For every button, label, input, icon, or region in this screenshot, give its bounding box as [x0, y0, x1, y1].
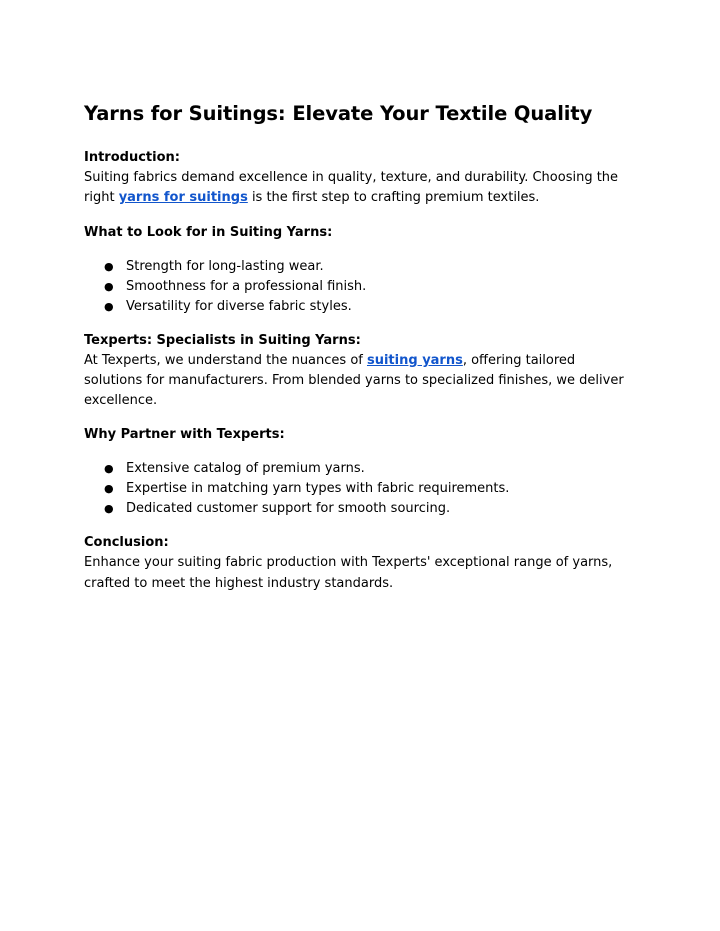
list-item-text: Versatility for diverse fabric styles. — [126, 298, 352, 314]
list-item — [84, 277, 636, 297]
introduction-heading: Introduction: — [84, 150, 180, 165]
page-title: Yarns for Suitings: Elevate Your Textile Quality — [84, 102, 593, 125]
list-item — [84, 297, 636, 317]
conclusion-paragraph: Enhance your suiting fabric production with Texperts' exceptional range of yarns, crafted to meet the highest industry standards. — [84, 555, 613, 591]
look-for-heading: What to Look for in Suiting Yarns: — [84, 224, 333, 240]
why-partner-heading: Why Partner with Texperts: — [84, 427, 285, 443]
conclusion-heading: Conclusion: — [84, 535, 169, 551]
list-item — [84, 479, 636, 499]
bullet-icon: ● — [104, 482, 114, 496]
texperts-section — [84, 331, 636, 412]
introduction-section — [84, 148, 636, 209]
texperts-paragraph — [84, 351, 636, 412]
why-partner-list — [84, 459, 636, 519]
bullet-icon: ● — [104, 279, 114, 293]
texperts-text-after: , offering tailored solutions for manufacturers. From blended yarns to specialized finishes, we deliver excellence. — [84, 352, 624, 409]
yarns-for-suitings-link[interactable]: yarns for suitings — [118, 190, 248, 206]
look-for-list — [84, 257, 636, 317]
bullet-icon: ● — [104, 259, 114, 273]
list-item-text: Strength for long-lasting wear. — [126, 258, 324, 274]
introduction-text-after: is the first step to crafting premium textiles. — [247, 190, 540, 206]
list-item — [84, 257, 636, 277]
list-item-text: Smoothness for a professional finish. — [126, 278, 367, 294]
bullet-icon: ● — [104, 462, 114, 476]
list-item-text: Extensive catalog of premium yarns. — [126, 461, 365, 477]
texperts-text-before: At Texperts, we understand the nuances of — [84, 352, 367, 368]
look-for-section — [84, 223, 636, 317]
list-item-text: Expertise in matching yarn types with fabric requirements. — [126, 481, 510, 497]
introduction-paragraph — [84, 168, 636, 209]
texperts-heading: Texperts: Specialists in Suiting Yarns: — [84, 332, 361, 348]
introduction-text-before: Suiting fabrics demand excellence in quality, texture, and durability. Choosing the right — [84, 170, 619, 206]
list-item — [84, 499, 636, 519]
suiting-yarns-link[interactable]: suiting yarns — [366, 352, 463, 368]
bullet-icon: ● — [104, 502, 114, 516]
list-item-text: Dedicated customer support for smooth sourcing. — [126, 501, 451, 517]
why-partner-section — [84, 425, 636, 519]
bullet-icon: ● — [104, 299, 114, 313]
conclusion-section — [84, 533, 636, 594]
list-item — [84, 459, 636, 479]
